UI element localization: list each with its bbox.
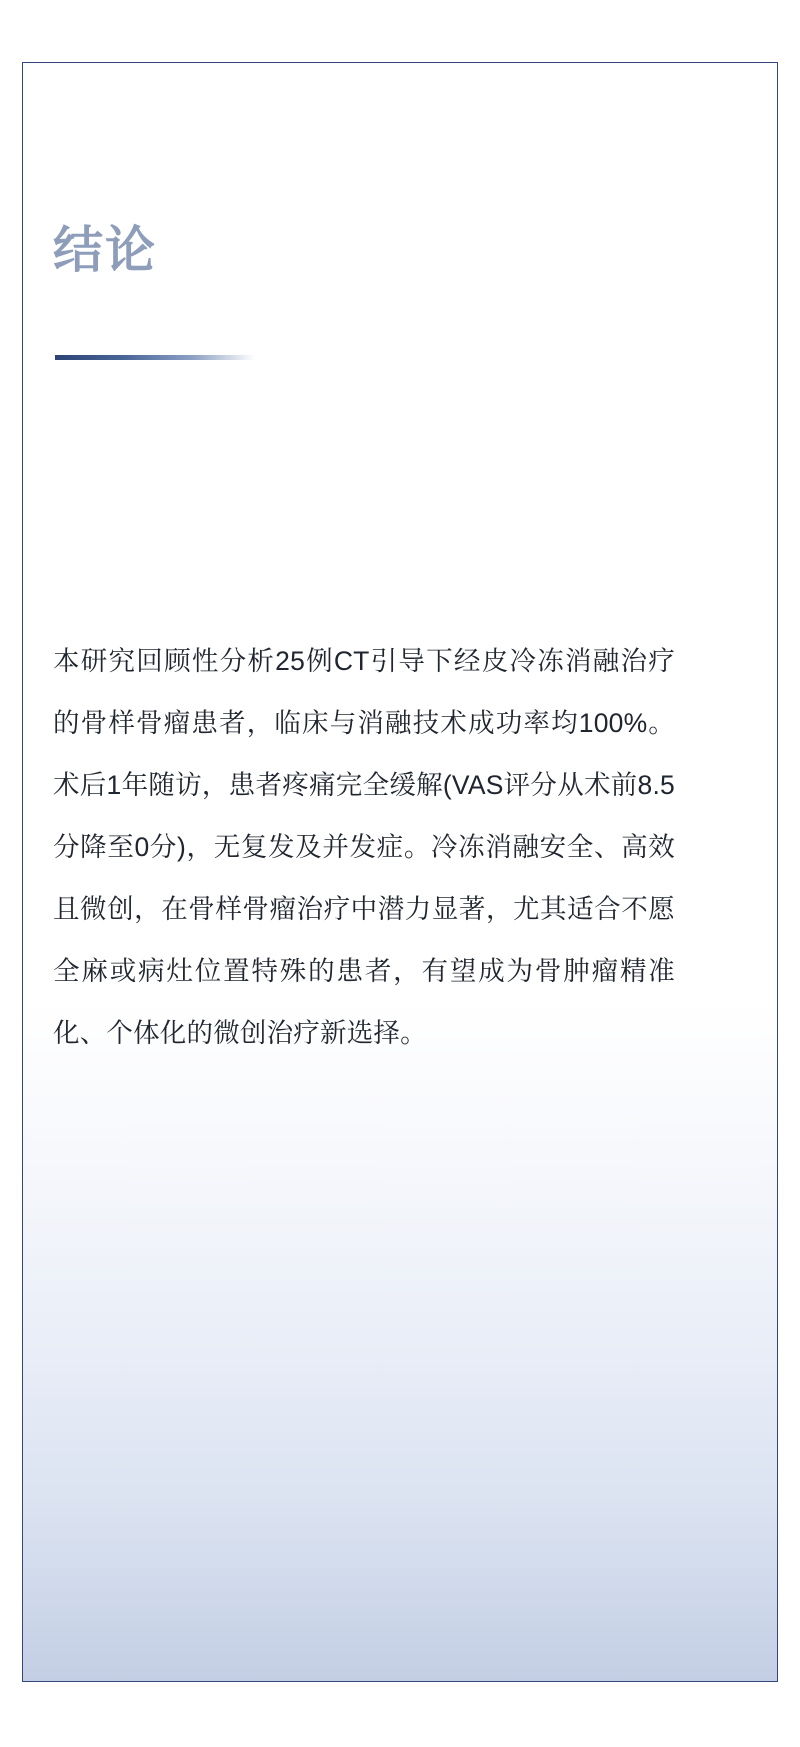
content-card [22, 62, 778, 1682]
conclusion-paragraph: 本研究回顾性分析25例CT引导下经皮冷冻消融治疗的骨样骨瘤患者，临床与消融技术成功率均100%。术后1年随访，患者疼痛完全缓解(VAS评分从术前8.5分降至0分)，无复发及并发症。冷冻消融安全、高效且微创，在骨样骨瘤治疗中潜力显著，尤其适合不愿全麻或病灶位置特殊的患者，有望成为骨肿瘤精准化、个体化的微创治疗新选择。 [53, 645, 675, 1048]
section-title: 结论 [53, 222, 157, 278]
card-inner [53, 63, 747, 1681]
title-underline-rule [55, 355, 255, 360]
